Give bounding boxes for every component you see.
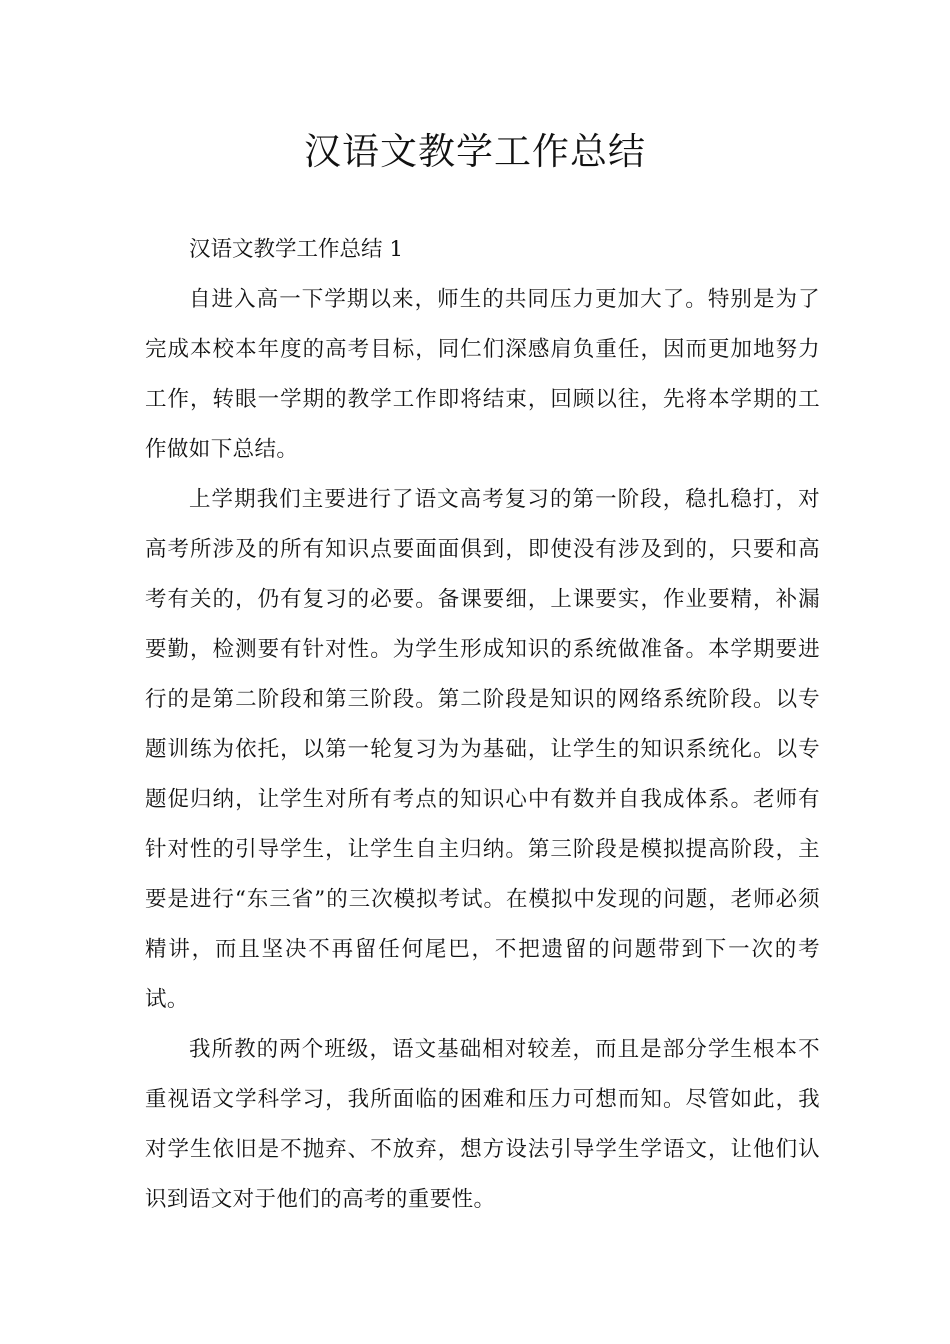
document-body [145, 225, 820, 1225]
section-heading: 汉语文教学工作总结 1 [189, 237, 404, 262]
paragraph-1: 自进入高一下学期以来，师生的共同压力更加大了。特别是为了完成本校本年度的高考目标，同仁们深感肩负重任，因而更加地努力工作，转眼一学期的教学工作即将结束，回顾以往，先将本学期的工作做如下总结。 [145, 287, 820, 462]
paragraph-2: 上学期我们主要进行了语文高考复习的第一阶段，稳扎稳打，对高考所涉及的所有知识点要面面俱到，即使没有涉及到的，只要和高考有关的，仍有复习的必要。备课要细，上课要实，作业要精，补漏要勤，检测要有针对性。为学生形成知识的系统做准备。本学期要进行的是第二阶段和第三阶段。第二阶段是知识的网络系统阶段。以专题训练为依托，以第一轮复习为为基础，让学生的知识系统化。以专题促归纳，让学生对所有考点的知识心中有数并自我成体系。老师有针对性的引导学生，让学生自主归纳。第三阶段是模拟提高阶段，主要是进行“东三省”的三次模拟考试。在模拟中发现的问题，老师必须精讲，而且坚决不再留任何尾巴，不把遗留的问题带到下一次的考试。 [145, 487, 820, 1012]
paragraph-3: 我所教的两个班级，语文基础相对较差，而且是部分学生根本不重视语文学科学习，我所面临的困难和压力可想而知。尽管如此，我对学生依旧是不抛弃、不放弃，想方设法引导学生学语文，让他们认识到语文对于他们的高考的重要性。 [145, 1037, 820, 1212]
document-title: 汉语文教学工作总结 [304, 130, 646, 173]
